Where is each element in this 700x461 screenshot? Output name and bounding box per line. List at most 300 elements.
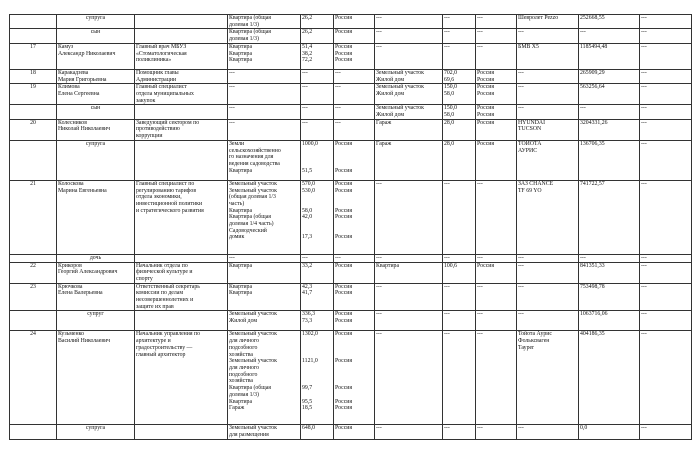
cell-text: --- [444,311,450,318]
cell-obj-country [334,311,375,331]
cell-text: 19 [30,84,36,91]
cell-text: --- [641,140,647,147]
cell-income [579,331,640,425]
cell-text: 702,0 69,6 [444,69,458,83]
cell-num [10,140,57,180]
cell-text: Россия [335,262,353,269]
cell-text: сын [90,29,101,36]
cell-position [135,311,228,331]
cell-position [135,84,228,105]
cell-position [135,254,228,262]
cell-text: Квартира Квартира Квартира [229,43,253,64]
cell-text: 24 [30,331,36,338]
cell-income [579,283,640,311]
cell-use-country [476,262,517,283]
cell-use-country [476,29,517,43]
cell-text: --- [518,262,524,269]
cell-name [57,262,135,283]
cell-text: 150,0 58,0 [444,105,458,119]
cell-text: --- [229,119,235,126]
cell-name [57,119,135,140]
cell-text: --- [376,15,382,21]
cell-text: 1063716,06 [580,311,608,318]
cell-text: Камуз Александр Николаевич [58,43,116,57]
cell-text: --- [302,105,308,112]
cell-text: --- [477,425,483,432]
cell-text: Ответственный секретарь комиссии по делам несовершеннолетних и защите их прав [136,283,200,310]
cell-obj-area [301,331,334,425]
cell-text: --- [641,425,647,432]
table-row [10,119,692,140]
cell-use-area [443,15,476,29]
cell-use-area [443,254,476,262]
cell-obj-country [334,262,375,283]
cell-obj-type [228,84,301,105]
cell-text: 21 [30,180,36,187]
cell-vehicle [517,43,579,69]
cell-text: Начальник отдела по физической культуре и спорту [136,262,193,282]
cell-text: --- [376,254,382,261]
cell-obj-area [301,105,334,119]
cell-text: Земельный участок Жилой дом [229,311,277,325]
cell-obj-type [228,15,301,29]
cell-position [135,331,228,425]
cell-position [135,29,228,43]
cell-num [10,254,57,262]
cell-income [579,15,640,29]
cell-use-country [476,254,517,262]
cell-vehicle [517,180,579,254]
cell-position [135,69,228,83]
cell-use-country [476,15,517,29]
cell-income [579,84,640,105]
cell-obj-country [334,425,375,439]
cell-text: HYUNDAI TUCSON [518,119,546,133]
cell-text: Тойота Аурис Фольксваген Тауреr [518,331,552,351]
cell-text: --- [477,29,483,36]
cell-obj-area [301,119,334,140]
cell-num [10,331,57,425]
cell-use-country [476,105,517,119]
cell-use-country [476,311,517,331]
cell-name [57,105,135,119]
cell-use-country [476,283,517,311]
cell-text: Кузьменко Василий Николаевич [58,331,111,345]
cell-text: супруга [85,15,106,21]
cell-obj-country [334,84,375,105]
cell-text: --- [477,311,483,318]
cell-use-type [375,262,443,283]
cell-text: Россия Россия [335,283,353,297]
cell-text: 841351,33 [580,262,605,269]
cell-text: Россия Россия Россия Россия Россия [335,180,353,241]
table-row [10,283,692,311]
cell-text: --- [641,119,647,126]
cell-obj-type [228,140,301,180]
cell-text: супруг [87,311,104,318]
cell-text: --- [641,43,647,50]
cell-text: --- [335,254,341,261]
cell-text: 252668,55 [580,15,605,21]
cell-text: ТОЙОТА АУРИС [518,140,542,154]
cell-obj-country [334,43,375,69]
cell-num [10,119,57,140]
cell-vehicle [517,119,579,140]
cell-obj-type [228,283,301,311]
cell-text: 18 [30,69,36,76]
cell-text: 33,2 [302,262,313,269]
cell-text: 3204331,26 [580,119,608,126]
cell-income [579,105,640,119]
cell-text: Россия [477,119,495,126]
cell-obj-type [228,254,301,262]
cell-text: 100,6 [444,262,458,269]
cell-obj-country [334,119,375,140]
cell-use-area [443,331,476,425]
cell-text: --- [641,311,647,318]
cell-source [640,69,692,83]
cell-text: Россия [335,425,353,432]
cell-obj-area [301,425,334,439]
cell-num [10,283,57,311]
cell-text: --- [477,283,483,290]
cell-text: супруга [85,140,106,147]
cell-use-type [375,311,443,331]
cell-text: Главный врач МБУЗ «Стоматологическая поликлиника» [136,43,187,64]
cell-use-area [443,119,476,140]
cell-position [135,119,228,140]
cell-source [640,15,692,29]
cell-text: --- [302,119,308,126]
cell-use-type [375,105,443,119]
cell-text: --- [376,331,382,338]
cell-income [579,180,640,254]
cell-use-type [375,254,443,262]
cell-use-area [443,69,476,83]
cell-text: Квартира [376,262,400,269]
cell-name [57,283,135,311]
cell-num [10,425,57,439]
cell-text: --- [444,283,450,290]
cell-text: 23 [30,283,36,290]
cell-text: --- [518,69,524,76]
cell-use-type [375,69,443,83]
cell-text: --- [444,254,450,261]
cell-text: Крючкова Елена Валерьевна [58,283,103,297]
cell-text: --- [376,180,382,187]
cell-text: Квартира (общая долевая 1/3) [229,15,271,28]
cell-obj-country [334,29,375,43]
cell-use-country [476,119,517,140]
cell-text: Россия Россия [477,105,495,119]
cell-text: --- [376,43,382,50]
cell-text: 648,0 [302,425,316,432]
cell-name [57,180,135,254]
cell-use-type [375,84,443,105]
cell-source [640,262,692,283]
cell-text: 1185494,48 [580,43,608,50]
cell-source [640,84,692,105]
cell-use-area [443,43,476,69]
cell-text: --- [444,425,450,432]
cell-obj-type [228,331,301,425]
cell-text: 28,0 [444,119,455,126]
cell-text: --- [444,331,450,338]
cell-vehicle [517,254,579,262]
cell-name [57,43,135,69]
cell-position [135,140,228,180]
income-declaration-table [9,14,692,440]
cell-obj-area [301,15,334,29]
cell-text: ЗАЗ CHANCE TF 69 YO [518,180,554,194]
table-row [10,311,692,331]
table-row [10,105,692,119]
cell-text: --- [444,180,450,187]
cell-text: --- [518,425,524,432]
cell-use-area [443,140,476,180]
cell-vehicle [517,84,579,105]
cell-use-type [375,140,443,180]
cell-text: Земельный участок Жилой дом [376,105,424,119]
cell-text: Колоскова Марина Евгеньевна [58,180,107,194]
cell-text: --- [477,15,483,21]
cell-text: --- [641,262,647,269]
cell-text: --- [302,84,308,91]
cell-text: --- [229,69,235,76]
cell-text: Главный специалист по регулированию тарифов отдела экономики, инвестиционной политики и стратегического развития [136,180,204,214]
cell-obj-area [301,140,334,180]
cell-text: 404186,35 [580,331,605,338]
cell-text: --- [518,283,524,290]
cell-use-country [476,140,517,180]
cell-text: Россия [477,262,495,269]
cell-obj-area [301,283,334,311]
cell-obj-country [334,254,375,262]
cell-text: Заведующий сектором по противодействию коррупции [136,119,200,140]
cell-obj-country [334,331,375,425]
cell-text: --- [229,254,235,261]
cell-vehicle [517,283,579,311]
cell-text: --- [376,311,382,318]
cell-text: Россия Россия [335,140,353,174]
cell-source [640,140,692,180]
cell-text: 753498,78 [580,283,605,290]
cell-text: Россия [335,15,353,21]
cell-vehicle [517,262,579,283]
cell-use-area [443,262,476,283]
cell-text: 741722,57 [580,180,605,187]
table-body [10,15,692,440]
cell-text: 17 [30,43,36,50]
cell-position [135,283,228,311]
cell-obj-type [228,262,301,283]
cell-income [579,119,640,140]
cell-name [57,69,135,83]
cell-text: Россия [335,29,353,36]
cell-num [10,15,57,29]
cell-obj-type [228,425,301,439]
cell-num [10,262,57,283]
cell-text: --- [335,69,341,76]
cell-text: супруга [85,425,106,432]
cell-text: --- [477,331,483,338]
cell-text: Гараж [376,140,392,147]
cell-name [57,84,135,105]
cell-use-country [476,180,517,254]
cell-use-type [375,29,443,43]
cell-obj-type [228,105,301,119]
table-row [10,262,692,283]
cell-use-type [375,119,443,140]
cell-text: --- [641,69,647,76]
cell-text: 42,3 41,7 [302,283,313,297]
cell-obj-type [228,311,301,331]
cell-use-type [375,15,443,29]
cell-text: --- [580,105,586,112]
cell-text: --- [477,254,483,261]
table-row [10,140,692,180]
cell-text: 1000,0 51,5 [302,140,318,174]
cell-text: --- [518,105,524,112]
cell-text: Россия Россия [477,69,495,83]
cell-text: 563256,64 [580,84,605,91]
cell-text: 265909,29 [580,69,605,76]
table-row [10,425,692,439]
cell-income [579,29,640,43]
cell-text: 0,0 [580,425,588,432]
cell-position [135,43,228,69]
cell-text: Квартира [229,262,253,269]
cell-num [10,29,57,43]
cell-text: --- [229,105,235,112]
cell-obj-area [301,254,334,262]
cell-text: --- [518,84,524,91]
cell-obj-country [334,140,375,180]
cell-position [135,15,228,29]
cell-text: --- [641,105,647,112]
cell-use-country [476,84,517,105]
cell-use-country [476,331,517,425]
cell-vehicle [517,425,579,439]
cell-obj-type [228,180,301,254]
cell-vehicle [517,105,579,119]
cell-text: Земельный участок Земельный участок (общая долевая 1/3 часть) Квартира Квартира (общая долевая 1/4 часть) Садоводческий домик [229,180,277,241]
cell-text: Гараж [376,119,392,126]
cell-name [57,311,135,331]
cell-text: --- [229,84,235,91]
cell-text: Россия Россия [477,84,495,97]
cell-num [10,180,57,254]
cell-text: --- [302,69,308,76]
table-row [10,29,692,43]
cell-text: --- [518,254,524,261]
cell-text: Земельный участок для размещения [229,425,277,439]
cell-obj-area [301,262,334,283]
cell-text: 570,0 530,0 58,0 42,0 17,3 [302,180,316,241]
cell-text: --- [444,15,450,21]
cell-text: дочь [89,254,102,261]
cell-obj-type [228,43,301,69]
cell-text: --- [477,43,483,50]
cell-obj-country [334,283,375,311]
cell-use-type [375,331,443,425]
cell-use-type [375,283,443,311]
cell-text: Начальник управления по архитектуре и градостроительству — главный архитектор [136,331,200,358]
cell-obj-type [228,119,301,140]
cell-text: БМВ Х5 [518,43,539,50]
cell-use-type [375,180,443,254]
cell-text: Земельный участок Жилой дом [376,69,424,83]
cell-vehicle [517,29,579,43]
cell-name [57,331,135,425]
cell-use-area [443,311,476,331]
cell-vehicle [517,311,579,331]
cell-vehicle [517,140,579,180]
cell-text: --- [335,119,341,126]
cell-num [10,84,57,105]
cell-income [579,69,640,83]
cell-text: --- [641,180,647,187]
cell-obj-area [301,69,334,83]
cell-num [10,69,57,83]
cell-text: 336,3 73,3 [302,311,316,325]
cell-text: Земли сельскохозяйственно го назначения для ведения садоводства Квартира [229,140,281,174]
cell-obj-country [334,180,375,254]
cell-text: Россия Россия Россия [335,43,353,64]
table-row [10,15,692,29]
cell-name [57,425,135,439]
cell-text: 1302,0 1121,0 99,7 95,5 18,5 [302,331,318,412]
cell-use-area [443,180,476,254]
cell-use-type [375,425,443,439]
cell-source [640,43,692,69]
cell-text: --- [641,15,647,21]
cell-name [57,29,135,43]
cell-name [57,254,135,262]
cell-obj-type [228,69,301,83]
table-row [10,69,692,83]
cell-source [640,105,692,119]
cell-use-area [443,105,476,119]
cell-text: 20 [30,119,36,126]
cell-obj-area [301,311,334,331]
cell-text: --- [302,254,308,261]
cell-text: Колесников Николай Николаевич [58,119,111,133]
cell-income [579,254,640,262]
cell-source [640,29,692,43]
cell-obj-country [334,105,375,119]
cell-position [135,180,228,254]
cell-use-area [443,283,476,311]
cell-text: Квартира Квартира [229,283,253,297]
cell-source [640,119,692,140]
cell-use-area [443,84,476,105]
cell-text: --- [376,29,382,36]
cell-source [640,311,692,331]
cell-text: --- [641,29,647,36]
cell-obj-country [334,15,375,29]
cell-text: Россия Россия Россия Россия Россия [335,331,353,412]
cell-text: Земельный участок для личного подсобного хозяйства Земельный участок для личного подсобного хозяйства Квартира (общая долевая 1/3) Квартира Гараж [229,331,277,412]
cell-vehicle [517,331,579,425]
cell-use-country [476,425,517,439]
cell-text: --- [641,254,647,261]
cell-position [135,262,228,283]
cell-use-area [443,29,476,43]
cell-text: --- [335,105,341,112]
cell-text: 51,4 38,2 72,2 [302,43,313,64]
table-row [10,180,692,254]
